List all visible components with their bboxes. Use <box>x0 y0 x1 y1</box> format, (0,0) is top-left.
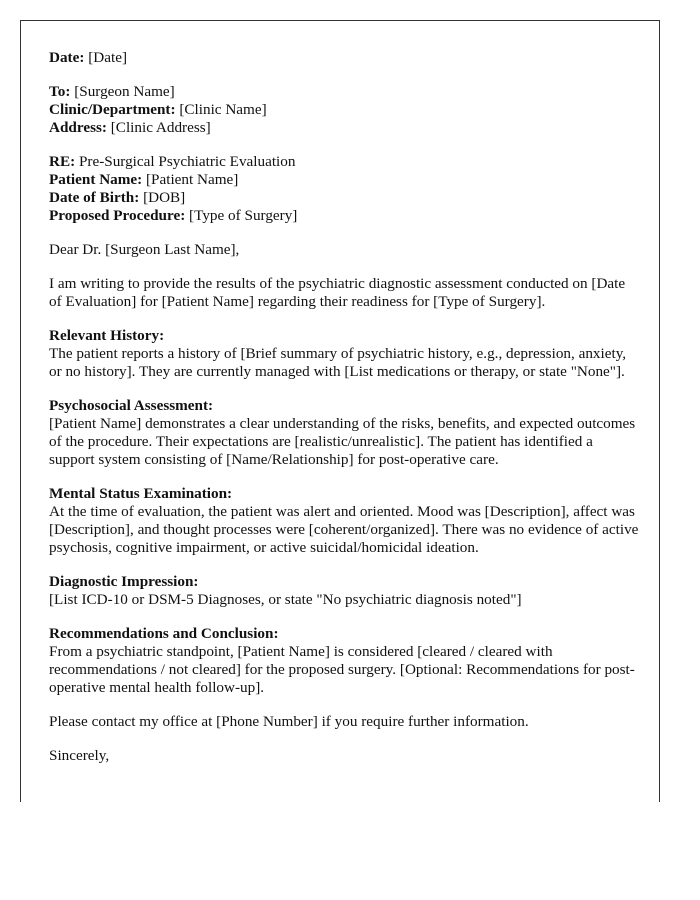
section-body: The patient reports a history of [Brief summary of psychiatric history, e.g., depression, anxiety, or no history]. They are currently managed with [List medications or therapy, or state "None"]. <box>49 345 627 380</box>
section-body: From a psychiatric standpoint, [Patient Name] is considered [cleared / cleared with recommendations / not cleared] for the proposed surgery. [Optional: Recommendations for post-operative mental health follow-up]. <box>49 643 635 696</box>
re-label: RE: <box>49 153 76 170</box>
section-psychosocial-assessment <box>49 397 641 469</box>
patient-name-value: [Patient Name] <box>146 171 239 188</box>
dob-label: Date of Birth: <box>49 189 140 206</box>
patient-name-label: Patient Name: <box>49 171 143 188</box>
clinic-value: [Clinic Name] <box>179 101 267 118</box>
letter-body <box>49 49 641 781</box>
section-relevant-history <box>49 327 641 381</box>
section-heading: Psychosocial Assessment: <box>49 397 214 414</box>
address-line <box>49 119 641 137</box>
section-body: [List ICD-10 or DSM-5 Diagnoses, or state "No psychiatric diagnosis noted"] <box>49 591 522 608</box>
to-value: [Surgeon Name] <box>74 83 175 100</box>
contact-paragraph: Please contact my office at [Phone Number] if you require further information. <box>49 713 529 730</box>
section-body: At the time of evaluation, the patient was alert and oriented. Mood was [Description], affect was [Description], and thought processes were [coherent/organized]. There was no evidence of active psychosis, cognitive impairment, or active suicidal/homicidal ideation. <box>49 503 639 556</box>
clinic-label: Clinic/Department: <box>49 101 176 118</box>
date-line <box>49 49 641 67</box>
salutation: Dear Dr. [Surgeon Last Name], <box>49 241 240 258</box>
section-mental-status-examination <box>49 485 641 557</box>
patient-name-line <box>49 171 641 189</box>
address-value: [Clinic Address] <box>110 119 211 136</box>
dob-line <box>49 189 641 207</box>
closing: Sincerely, <box>49 747 110 764</box>
re-block <box>49 153 641 225</box>
dob-value: [DOB] <box>143 189 186 206</box>
date-label: Date: <box>49 49 85 66</box>
address-label: Address: <box>49 119 107 136</box>
procedure-line <box>49 207 641 225</box>
to-line <box>49 83 641 101</box>
section-diagnostic-impression <box>49 573 641 609</box>
section-recommendations-conclusion <box>49 625 641 697</box>
section-heading: Recommendations and Conclusion: <box>49 625 279 642</box>
letter-page <box>20 20 660 802</box>
re-line <box>49 153 641 171</box>
date-value: [Date] <box>88 49 128 66</box>
date-block <box>49 49 641 67</box>
clinic-line <box>49 101 641 119</box>
section-heading: Diagnostic Impression: <box>49 573 199 590</box>
recipient-block <box>49 83 641 137</box>
re-value: Pre-Surgical Psychiatric Evaluation <box>78 153 296 170</box>
to-label: To: <box>49 83 71 100</box>
section-heading: Mental Status Examination: <box>49 485 233 502</box>
procedure-value: [Type of Surgery] <box>189 207 298 224</box>
section-heading: Relevant History: <box>49 327 165 344</box>
section-body: [Patient Name] demonstrates a clear understanding of the risks, benefits, and expected outcomes of the procedure. Their expectations are [realistic/unrealistic]. The patient has identified a support system consisting of [Name/Relationship] for post-operative care. <box>49 415 636 468</box>
procedure-label: Proposed Procedure: <box>49 207 186 224</box>
intro-paragraph: I am writing to provide the results of the psychiatric diagnostic assessment conducted on [Date of Evaluation] for [Patient Name] regarding their readiness for [Type of Surgery]. <box>49 275 626 310</box>
